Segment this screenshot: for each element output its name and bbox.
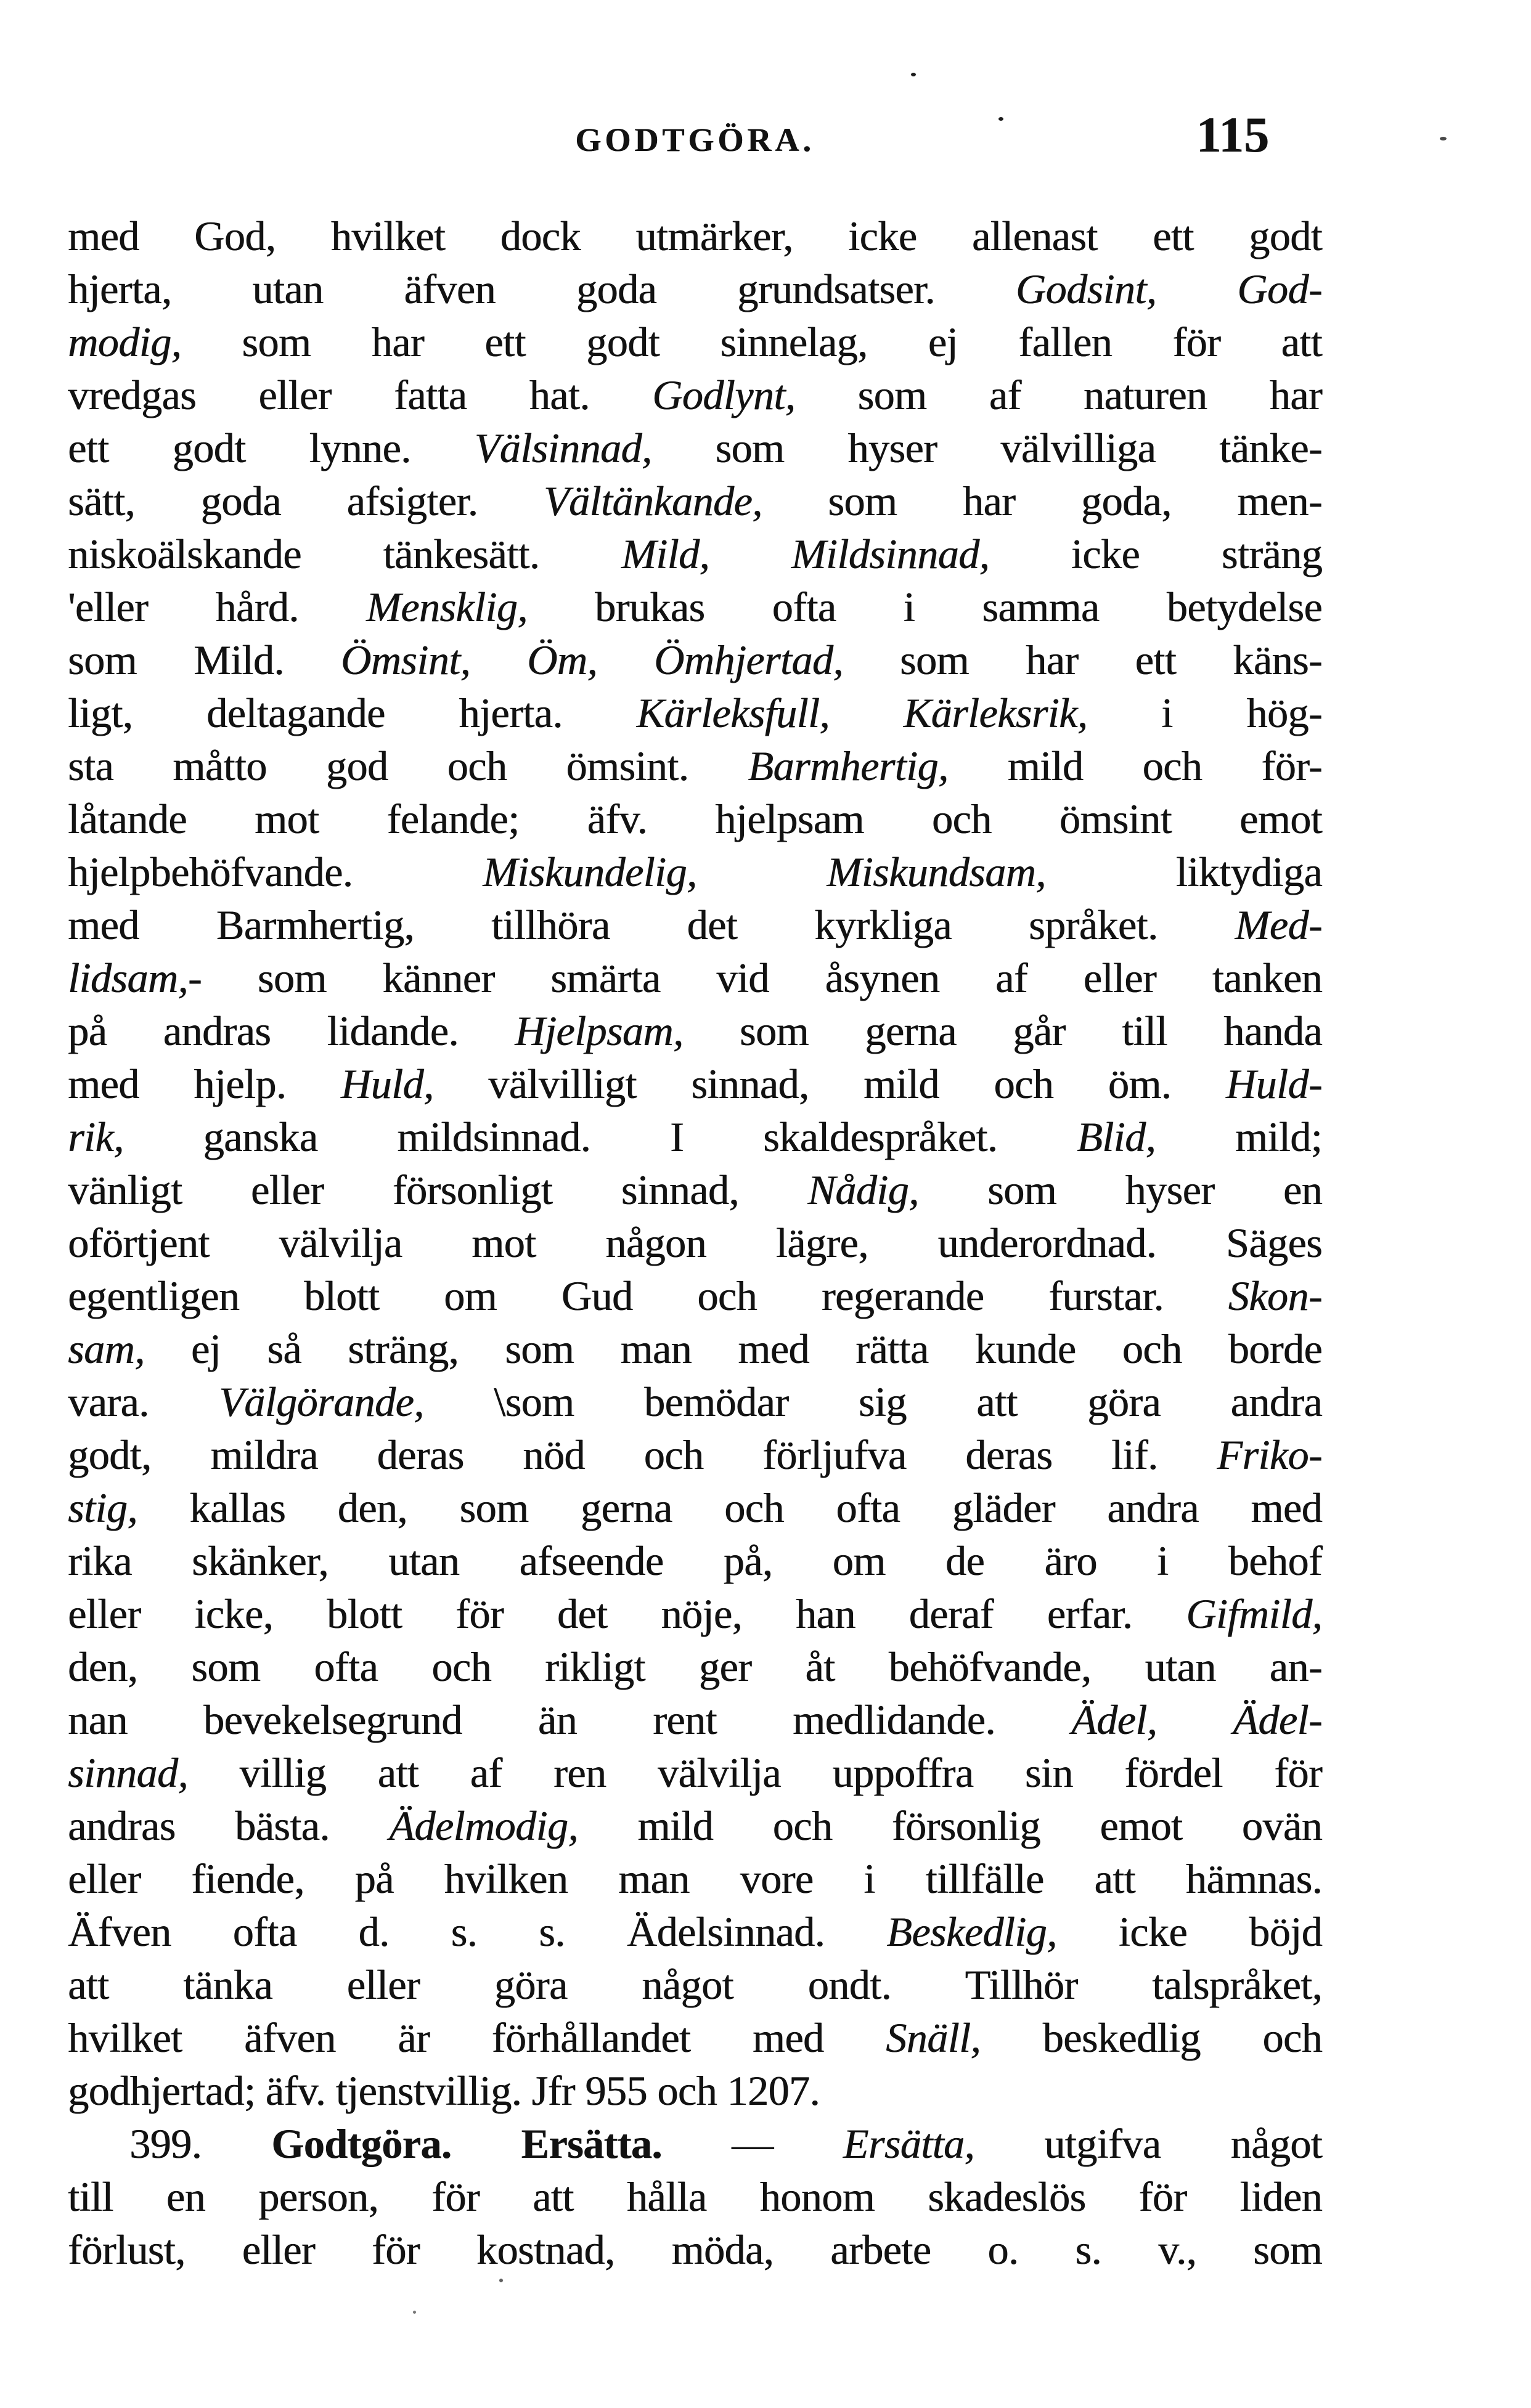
ink-speck xyxy=(1440,137,1447,140)
text-line xyxy=(68,1587,1322,1640)
text-line xyxy=(68,1905,1322,1958)
text-line xyxy=(68,580,1322,633)
text-segment: ganska mildsinnad. I skaldespråket. xyxy=(123,1113,1077,1160)
text-segment: låtande mot felande; äfv. hjelpsam och ömsint emot xyxy=(68,795,1322,842)
text-segment: Ädelmodig, xyxy=(389,1802,578,1849)
text-line xyxy=(68,2223,1322,2276)
text-segment: Ersätta, xyxy=(843,2120,974,2167)
text-segment: \som bemödar sig att göra andra xyxy=(423,1378,1322,1425)
text-line xyxy=(68,1799,1322,1852)
text-segment: mild; xyxy=(1155,1113,1322,1160)
text-segment: Mensklig, xyxy=(365,584,528,630)
text-segment: - som känner smärta vid åsynen af eller tanken xyxy=(187,954,1322,1001)
text-segment: Ömsint, Öm, Ömhjertad, xyxy=(341,637,843,683)
ink-speck xyxy=(413,2311,416,2314)
text-segment: Vältänkande, xyxy=(543,478,762,524)
text-segment: Gifmild, xyxy=(1186,1590,1322,1637)
text-segment: Skon- xyxy=(1228,1272,1322,1319)
text-segment: kallas den, som gerna och ofta gläder andra med xyxy=(137,1484,1322,1531)
text-segment: vara. xyxy=(68,1378,219,1425)
text-segment: icke böjd xyxy=(1056,1908,1322,1955)
text-segment: — xyxy=(661,2120,843,2167)
text-segment: Barmhertig, xyxy=(748,742,949,789)
text-segment: Huld, xyxy=(340,1060,434,1107)
text-segment: egentligen blott om Gud och regerande furstar. xyxy=(68,1272,1228,1319)
text-line xyxy=(68,1852,1322,1905)
text-line xyxy=(68,1428,1322,1481)
text-segment: Välsinnad, xyxy=(474,425,652,471)
text-segment: mild och försonlig emot ovän xyxy=(578,1802,1322,1849)
text-line xyxy=(68,898,1322,951)
text-segment: Kärleksfull, Kärleksrik, xyxy=(636,689,1088,736)
text-segment: välvilligt sinnad, mild och öm. xyxy=(433,1060,1226,1107)
text-segment: som af naturen har xyxy=(795,372,1322,418)
text-segment: sam, xyxy=(68,1325,145,1372)
text-line xyxy=(68,1534,1322,1587)
text-line xyxy=(68,845,1322,898)
text-segment: sätt, goda afsigter. xyxy=(68,478,544,524)
ink-speck xyxy=(911,73,916,76)
text-segment: beskedlig och xyxy=(980,2014,1323,2061)
text-segment: 399. xyxy=(129,2120,272,2167)
text-segment: Nådig, xyxy=(807,1166,919,1213)
text-segment: Miskundelig, Miskundsam, xyxy=(483,848,1046,895)
text-segment: Friko- xyxy=(1217,1431,1322,1478)
text-segment: eller icke, blott för det nöje, han deraf erfar. xyxy=(68,1590,1186,1637)
text-segment: niskoälskande tänkesätt. xyxy=(68,531,621,577)
text-segment: hvilket äfven är förhållandet med xyxy=(68,2014,886,2061)
text-segment: icke sträng xyxy=(989,531,1322,577)
text-line xyxy=(68,1269,1322,1322)
text-line xyxy=(68,262,1322,315)
text-segment: eller fiende, på hvilken man vore i tillfälle att hämnas. xyxy=(68,1855,1322,1902)
text-segment: Beskedlig, xyxy=(886,1908,1057,1955)
text-line xyxy=(68,1693,1322,1746)
text-segment: lidsam, xyxy=(68,954,188,1001)
text-segment: som Mild. xyxy=(68,637,341,683)
text-segment: vänligt eller försonligt sinnad, xyxy=(68,1166,808,1213)
text-segment: 'eller hård. xyxy=(68,584,366,630)
text-segment: med God, hvilket dock utmärker, icke allenast ett godt xyxy=(68,213,1322,259)
text-segment: oförtjent välvilja mot någon lägre, underordnad. Säges xyxy=(68,1219,1322,1266)
text-line xyxy=(68,1110,1322,1163)
text-segment: Godtgöra. Ersätta. xyxy=(271,2120,662,2167)
text-segment: Blid, xyxy=(1077,1113,1156,1160)
body-text xyxy=(68,209,1322,2276)
text-segment: ligt, deltagande hjerta. xyxy=(68,689,637,736)
text-segment: som har ett godt sinnelag, ej fallen för att xyxy=(181,319,1322,365)
text-line xyxy=(68,686,1322,739)
text-line xyxy=(68,474,1322,527)
text-line xyxy=(68,1004,1322,1057)
text-segment: den, som ofta och rikligt ger åt behöfvande, utan an- xyxy=(68,1643,1322,1690)
text-line xyxy=(68,368,1322,421)
text-segment: vredgas eller fatta hat. xyxy=(68,372,653,418)
text-segment: mild och för- xyxy=(948,742,1322,789)
text-segment: att tänka eller göra något ondt. Tillhör talspråket, xyxy=(68,1961,1322,2008)
text-segment: modig, xyxy=(68,319,181,365)
text-segment: Välgörande, xyxy=(219,1378,424,1425)
page-number: 115 xyxy=(1196,107,1269,163)
text-line xyxy=(68,2117,1322,2170)
text-segment: brukas ofta i samma betydelse xyxy=(527,584,1323,630)
text-segment: Ädel, Ädel- xyxy=(1071,1696,1323,1743)
text-segment: sta måtto god och ömsint. xyxy=(68,742,748,789)
text-segment: Med- xyxy=(1235,901,1322,948)
text-line xyxy=(68,1322,1322,1375)
ink-speck xyxy=(499,2279,503,2282)
text-segment: i hög- xyxy=(1087,689,1322,736)
text-segment: Hjelpsam, xyxy=(515,1007,684,1054)
text-segment: Mild, Mildsinnad, xyxy=(621,531,989,577)
text-segment: godt, mildra deras nöd och förljufva deras lif. xyxy=(68,1431,1217,1478)
text-line xyxy=(68,1163,1322,1216)
text-segment: som har ett käns- xyxy=(843,637,1322,683)
text-line xyxy=(68,1057,1322,1110)
text-line xyxy=(68,209,1322,262)
text-segment: liktydiga xyxy=(1045,848,1322,895)
text-segment: stig, xyxy=(68,1484,137,1531)
text-segment: villig att af ren välvilja uppoffra sin fördel för xyxy=(187,1749,1322,1796)
text-segment: Huld- xyxy=(1225,1060,1323,1107)
text-segment: med hjelp. xyxy=(68,1060,341,1107)
text-line xyxy=(68,1216,1322,1269)
text-segment: på andras lidande. xyxy=(68,1007,515,1054)
text-segment: rik, xyxy=(68,1113,124,1160)
text-segment: Snäll, xyxy=(886,2014,981,2061)
text-segment: Godlynt, xyxy=(652,372,796,418)
text-line xyxy=(68,527,1322,580)
text-segment: rika skänker, utan afseende på, om de äro i behof xyxy=(68,1537,1322,1584)
text-line xyxy=(68,1958,1322,2011)
text-line xyxy=(68,792,1322,845)
text-line xyxy=(68,1640,1322,1693)
text-segment: utgifva något xyxy=(974,2120,1323,2167)
text-segment: nan bevekelsegrund än rent medlidande. xyxy=(68,1696,1071,1743)
text-segment: till en person, för att hålla honom skadeslös för liden xyxy=(68,2173,1322,2220)
text-segment: sinnad, xyxy=(68,1749,188,1796)
text-line xyxy=(68,1481,1322,1534)
text-segment: som har goda, men- xyxy=(762,478,1322,524)
text-segment: med Barmhertig, tillhöra det kyrkliga språket. xyxy=(68,901,1235,948)
text-line xyxy=(68,2064,1322,2117)
text-segment: ej så sträng, som man med rätta kunde och borde xyxy=(144,1325,1322,1372)
text-line xyxy=(68,2170,1322,2223)
text-segment: hjerta, utan äfven goda grundsatser. xyxy=(68,266,1016,312)
text-line xyxy=(68,633,1322,686)
text-line xyxy=(68,2011,1322,2064)
text-segment: andras bästa. xyxy=(68,1802,390,1849)
text-line xyxy=(68,421,1322,474)
text-line xyxy=(68,1375,1322,1428)
text-line xyxy=(68,739,1322,792)
text-line xyxy=(68,315,1322,368)
running-header-title: GODTGÖRA. xyxy=(575,121,815,158)
text-segment: ett godt lynne. xyxy=(68,425,475,471)
text-segment: som hyser välvilliga tänke- xyxy=(651,425,1323,471)
text-segment: hjelpbehöfvande. xyxy=(68,848,483,895)
text-segment: som hyser en xyxy=(918,1166,1323,1213)
text-segment: godhjertad; äfv. tjenstvillig. Jfr 955 och 1207. xyxy=(68,2067,820,2114)
text-segment: Äfven ofta d. s. s. Ädelsinnad. xyxy=(68,1908,887,1955)
text-segment: Godsint, God- xyxy=(1015,266,1323,312)
text-line xyxy=(68,951,1322,1004)
page-header xyxy=(68,0,1322,185)
ink-speck xyxy=(998,117,1003,121)
text-segment: förlust, eller för kostnad, möda, arbete o. s. v., som xyxy=(68,2226,1322,2273)
text-segment: som gerna går till handa xyxy=(683,1007,1322,1054)
text-line xyxy=(68,1746,1322,1799)
